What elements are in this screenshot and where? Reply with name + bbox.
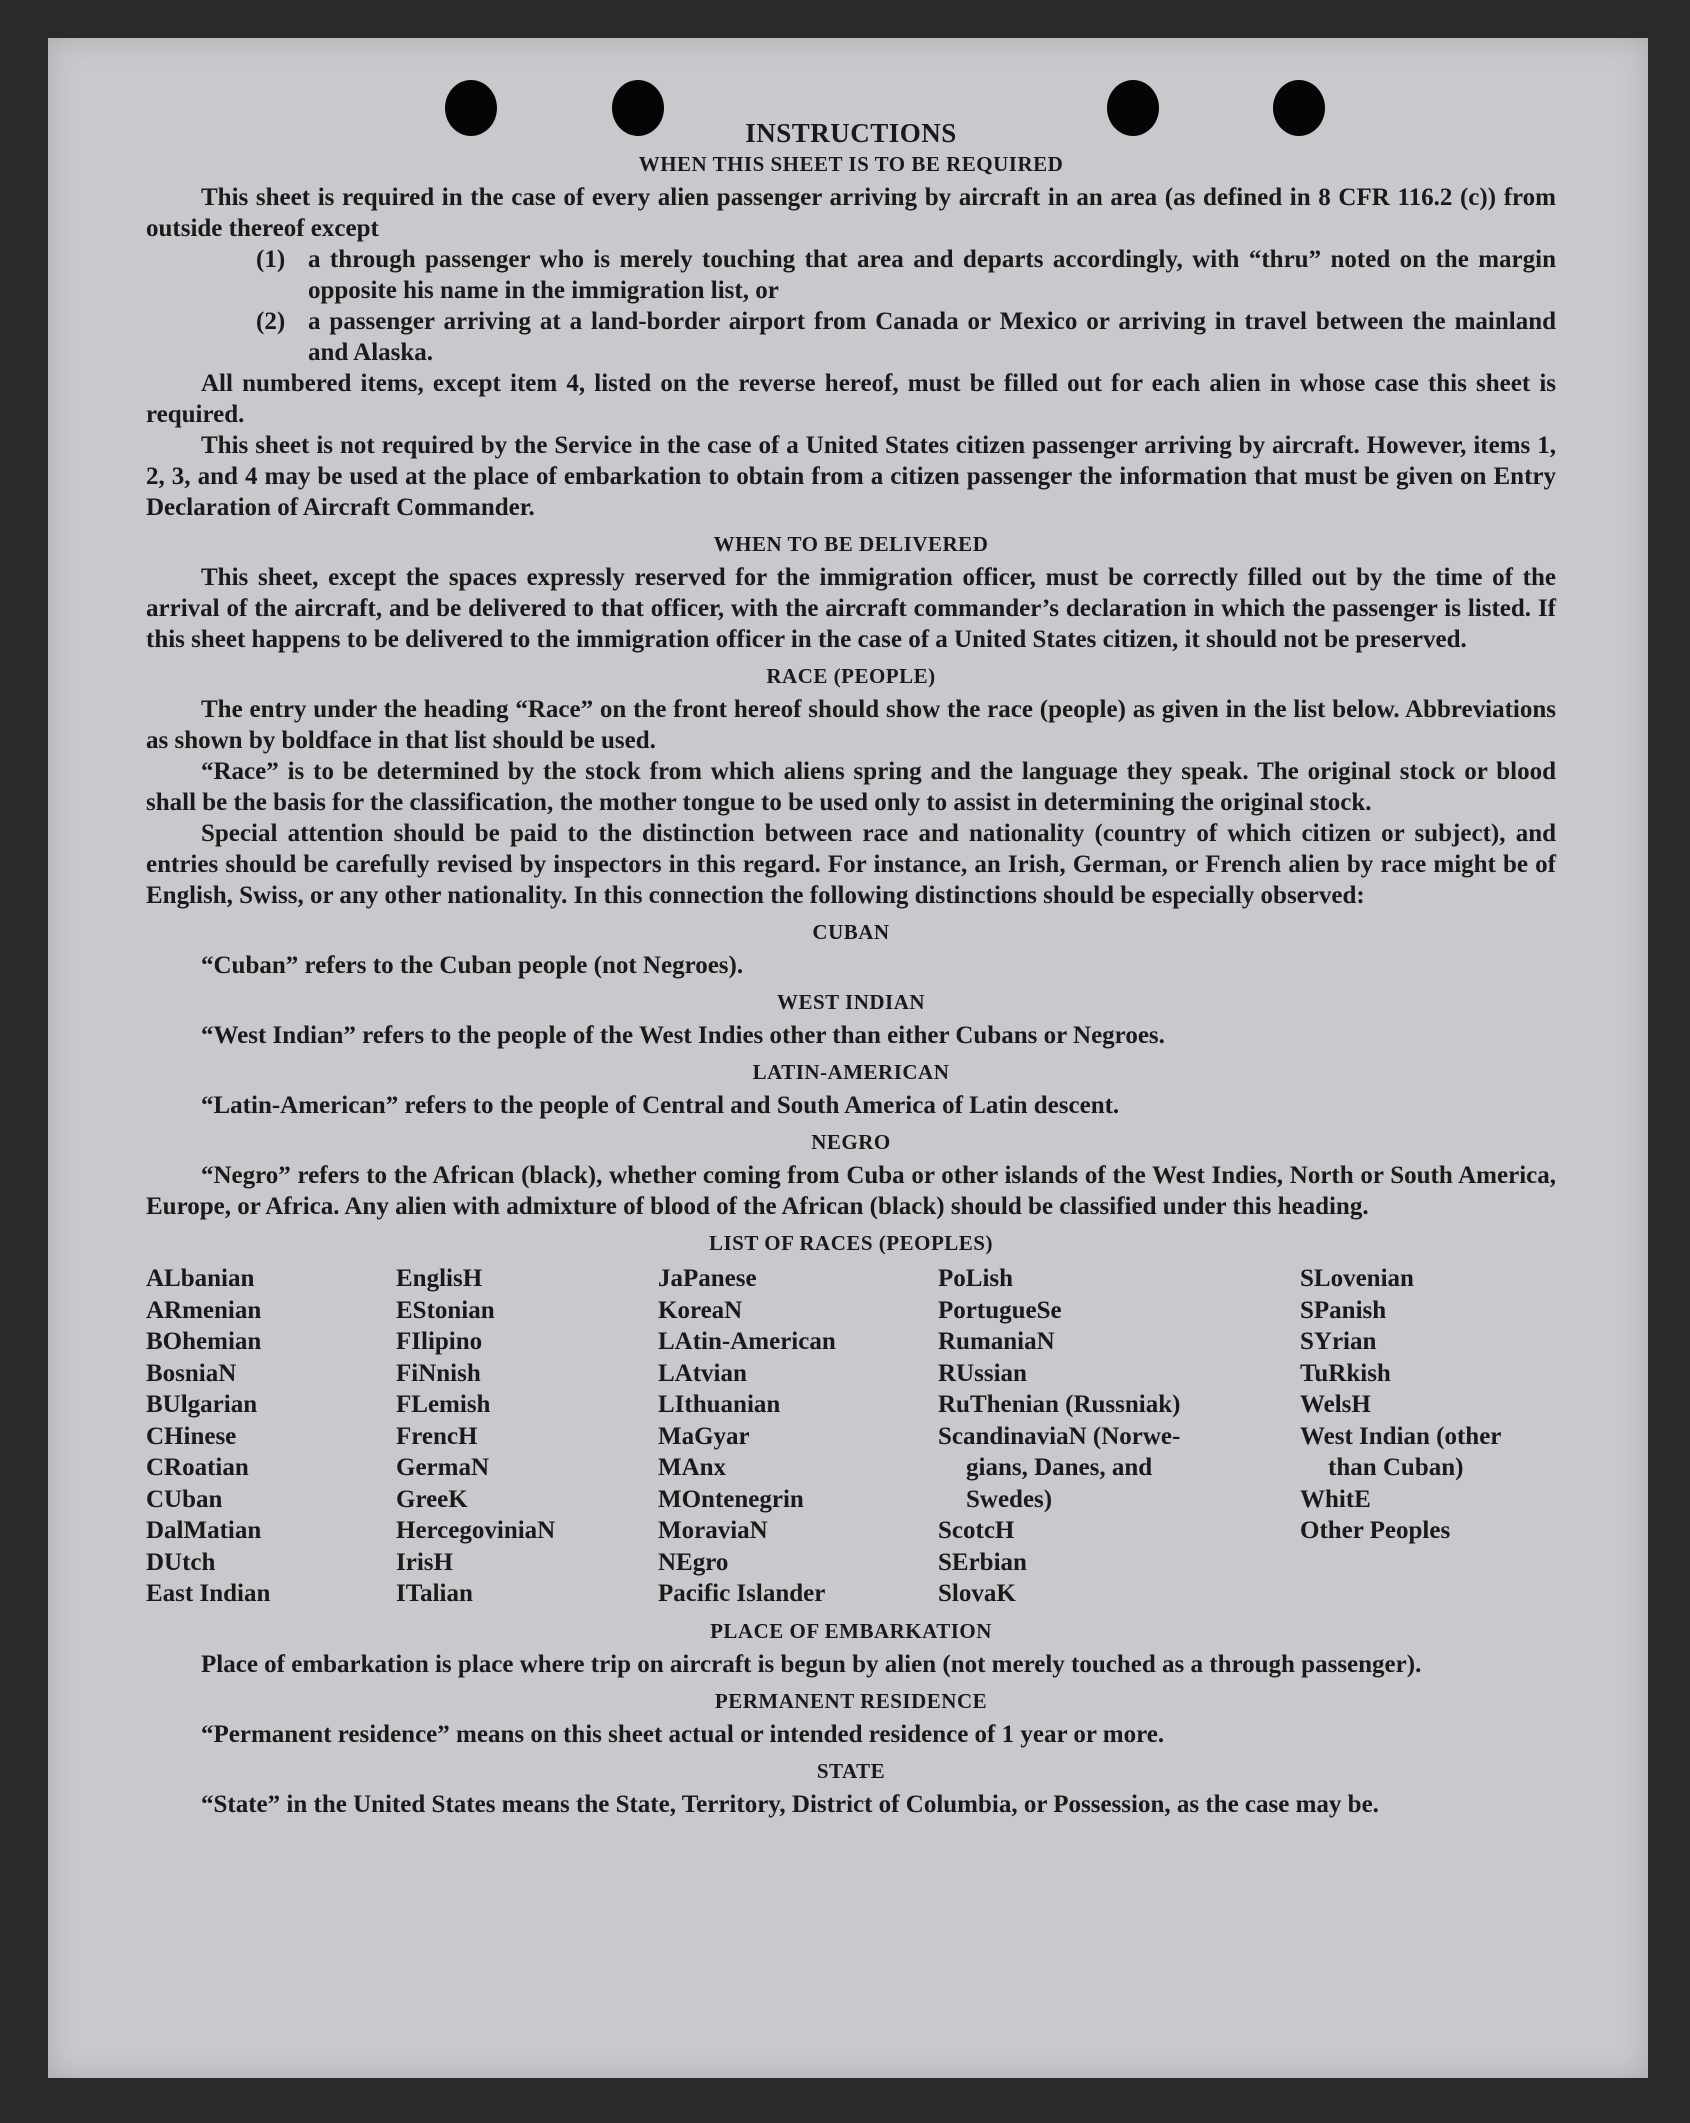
races-column	[1300, 1263, 1556, 1610]
race-entry: MOntenegrin	[658, 1485, 804, 1513]
race-entry: GermaN	[396, 1454, 490, 1481]
race-entry: SErbian	[938, 1548, 1027, 1576]
race-entry: ALbanian	[146, 1265, 255, 1292]
item-number: (2)	[256, 308, 286, 335]
paragraph: Special attention should be paid to the distinction between race and nationality (country of which citizen or subject), and entries should be carefully revised by inspectors in this regard. For instance, an Irish, German, or French alien by race might be of English, Swiss, or any other nationality. In this connection the following distinctions should be especially observed:	[146, 820, 1556, 909]
race-entry: EnglisH	[396, 1265, 483, 1292]
heading-cuban: CUBAN	[812, 920, 890, 944]
race-entry: RumaniaN	[938, 1328, 1055, 1355]
race-entry: FIlipino	[396, 1328, 483, 1355]
race-entry: CRoatian	[146, 1454, 249, 1481]
race-entry: West Indian (other	[1300, 1422, 1502, 1450]
race-entry: SPanish	[1300, 1296, 1387, 1324]
race-entry: Other Peoples	[1300, 1517, 1451, 1544]
paragraph: This sheet, except the spaces expressly reserved for the immigration officer, must be correctly filled out by the time of the arrival of the aircraft, and be delivered to that officer, with the aircraft commander’s declaration in which the passenger is listed. If this sheet happens to be delivered to the immigration officer in the case of a United States citizen, it should not be preserved.	[146, 564, 1556, 653]
race-entry: SYrian	[1300, 1328, 1377, 1355]
race-entry: NEgro	[658, 1548, 729, 1576]
race-entry: HercegoviniaN	[396, 1517, 556, 1544]
race-entry-continued: Swedes)	[966, 1485, 1053, 1513]
race-entry: WelsH	[1300, 1391, 1371, 1418]
heading-list-of-races: LIST OF RACES (PEOPLES)	[709, 1231, 993, 1255]
races-column	[938, 1263, 1300, 1610]
race-entry: BosniaN	[146, 1359, 237, 1387]
paragraph: The entry under the heading “Race” on the front hereof should show the race (people) as given in the list below. Abbreviations as shown by boldface in that list should be used.	[146, 696, 1556, 754]
race-entry: LIthuanian	[658, 1391, 781, 1418]
race-entry: LAtvian	[658, 1359, 747, 1387]
heading-when-delivered: WHEN TO BE DELIVERED	[713, 532, 989, 556]
race-entry: CHinese	[146, 1422, 237, 1450]
paragraph: All numbered items, except item 4, listed on the reverse hereof, must be filled out for each alien in whose case this sheet is required.	[146, 370, 1556, 428]
race-entry: DalMatian	[146, 1517, 262, 1544]
paragraph: “State” in the United States means the State, Territory, District of Columbia, or Possession, as the case may be.	[201, 1790, 1379, 1818]
paragraph: Place of embarkation is place where trip on aircraft is begun by alien (not merely touched as a through passenger).	[201, 1650, 1422, 1678]
heading-place-of-embarkation: PLACE OF EMBARKATION	[710, 1618, 992, 1643]
paragraph: This sheet is not required by the Service in the case of a United States citizen passenger arriving by aircraft. However, items 1, 2, 3, and 4 may be used at the place of embarkation to obtain from a citizen passenger the information that must be given on Entry Declaration of Aircraft Commander.	[146, 432, 1556, 521]
heading-race: RACE (PEOPLE)	[766, 664, 936, 688]
paragraph: “Race” is to be determined by the stock from which aliens spring and the language they speak. The original stock or blood shall be the basis for the classification, the mother tongue to be used only to assist in determining the original stock.	[146, 758, 1556, 816]
item-text: a through passenger who is merely touching that area and departs accordingly, with “thru” noted on the margin opposite his name in the immigration list, or	[308, 246, 1556, 304]
race-entry: ITalian	[396, 1580, 473, 1607]
race-entry: Pacific Islander	[658, 1580, 826, 1607]
exception-item	[256, 306, 1556, 368]
race-entry: GreeK	[396, 1485, 468, 1513]
race-entry: SlovaK	[938, 1580, 1016, 1607]
heading-state: STATE	[816, 1758, 886, 1783]
heading-latin-american: LATIN-AMERICAN	[752, 1060, 950, 1084]
races-list	[146, 1263, 1556, 1610]
race-entry: BUlgarian	[146, 1391, 258, 1418]
heading-negro: NEGRO	[811, 1130, 891, 1154]
race-entry-continued: than Cuban)	[1328, 1454, 1464, 1481]
race-entry: ScandinaviaN (Norwe-	[938, 1422, 1181, 1450]
item-number: (1)	[256, 246, 286, 273]
race-entry: MaGyar	[658, 1422, 750, 1450]
race-entry: FiNnish	[396, 1359, 481, 1387]
race-entry: WhitE	[1300, 1485, 1371, 1513]
race-entry: LAtin-American	[658, 1328, 836, 1355]
paragraph: “West Indian” refers to the people of the West Indies other than either Cubans or Negroes.	[201, 1022, 1165, 1049]
paragraph: “Cuban” refers to the Cuban people (not Negroes).	[201, 952, 744, 979]
heading-when-required: WHEN THIS SHEET IS TO BE REQUIRED	[638, 152, 1064, 176]
race-entry: BOhemian	[146, 1328, 262, 1355]
document-sheet	[48, 38, 1648, 2078]
race-entry: MoraviaN	[658, 1517, 768, 1544]
item-text: a passenger arriving at a land-border airport from Canada or Mexico or arriving in travel between the mainland and Alaska.	[308, 308, 1556, 366]
heading-west-indian: WEST INDIAN	[776, 990, 926, 1014]
race-entry: TuRkish	[1300, 1359, 1391, 1387]
race-entry: SLovenian	[1300, 1265, 1414, 1292]
race-entry: ScotcH	[938, 1517, 1015, 1544]
instructions-content	[146, 118, 1556, 1820]
race-entry: East Indian	[146, 1580, 271, 1607]
heading-permanent-residence: PERMANENT RESIDENCE	[714, 1688, 988, 1713]
page-title: INSTRUCTIONS	[745, 118, 957, 148]
paragraph: “Latin-American” refers to the people of Central and South America of Latin descent.	[201, 1092, 1120, 1119]
race-entry: ARmenian	[146, 1296, 262, 1324]
race-entry: PoLish	[938, 1265, 1014, 1292]
race-entry: FrencH	[396, 1422, 478, 1450]
race-entry: PortugueSe	[938, 1296, 1062, 1324]
paragraph: This sheet is required in the case of every alien passenger arriving by aircraft in an area (as defined in 8 CFR 116.2 (c)) from outside thereof except	[146, 184, 1556, 242]
race-entry: CUban	[146, 1485, 223, 1513]
race-entry: RuThenian (Russniak)	[938, 1391, 1181, 1418]
races-column	[658, 1263, 938, 1610]
race-entry: FLemish	[396, 1391, 491, 1418]
race-entry: IrisH	[396, 1548, 453, 1576]
races-column	[146, 1263, 396, 1610]
exception-item	[256, 244, 1556, 306]
race-entry: DUtch	[146, 1548, 216, 1576]
race-entry: EStonian	[396, 1296, 495, 1324]
race-entry: RUssian	[938, 1359, 1027, 1387]
paragraph: “Permanent residence” means on this sheet actual or intended residence of 1 year or more.	[201, 1720, 1165, 1748]
race-entry: KoreaN	[658, 1296, 743, 1324]
paragraph: “Negro” refers to the African (black), whether coming from Cuba or other islands of the West Indies, North or South America, Europe, or Africa. Any alien with admixture of blood of the African (black) should be classified under this heading.	[146, 1162, 1556, 1220]
races-column	[396, 1263, 658, 1610]
race-entry-continued: gians, Danes, and	[966, 1454, 1153, 1481]
race-entry: MAnx	[658, 1454, 727, 1481]
race-entry: JaPanese	[658, 1265, 757, 1292]
